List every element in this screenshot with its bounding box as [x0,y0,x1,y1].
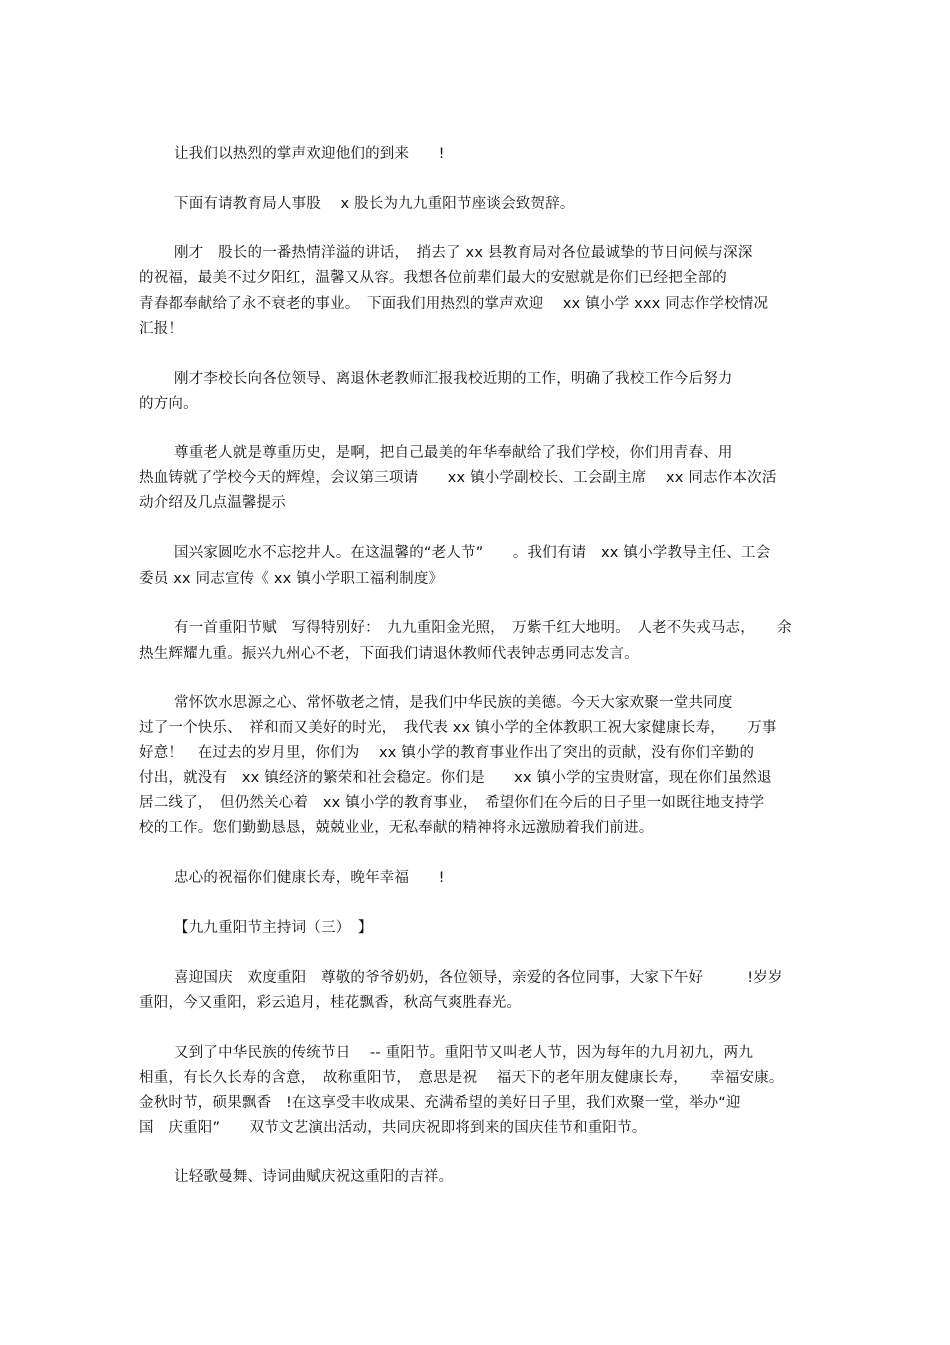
text-line: 好意！ 在过去的岁月里，你们为 xx 镇小学的教育事业作出了突出的贡献，没有你们辛勤的 [139,745,755,761]
text-line: 又到了中华民族的传统节日 -- 重阳节。重阳节又叫老人节，因为每年的九月初九，两九 [174,1045,754,1061]
text-line: 有一首重阳节赋 写得特别好： 九九重阳金光照， 万紫千红大地明。 人老不失戎马志， 余 [174,620,792,636]
text-line: 青春都奉献给了永不衰老的事业。 下面我们用热烈的掌声欢迎 xx 镇小学 xxx 同志作学校情况 [139,296,769,312]
text-line: 喜迎国庆 欢度重阳 尊敬的爷爷奶奶，各位领导，亲爱的各位同事，大家下午好 !岁岁 [174,970,783,986]
text-line: 热血铸就了学校今天的辉煌，会议第三项请 xx 镇小学副校长、工会副主席 xx 同志作本次活 [139,470,777,486]
text-line: 过了一个快乐、 祥和而又美好的时光， 我代表 xx 镇小学的全体教职工祝大家健康长寿， 万事 [139,720,777,736]
text-line: 国兴家圆吃水不忘挖井人。在这温馨的“老人节” 。我们有请 xx 镇小学教导主任、工会 [174,545,771,561]
text-line: 汇报！ [139,321,184,337]
text-line: 相重，有长久长寿的含意， 故称重阳节， 意思是祝 福天下的老年朋友健康长寿， 幸福安康。 [139,1070,784,1086]
text-line: 常怀饮水思源之心、常怀敬老之情，是我们中华民族的美德。今天大家欢聚一堂共同度 [174,695,733,711]
text-line: 委员 xx 同志宣传《 xx 镇小学职工福利制度》 [139,571,444,587]
text-line: 动介绍及几点温馨提示 [139,495,286,511]
text-line: 校的工作。您们勤勤恳恳，兢兢业业，无私奉献的精神将永远激励着我们前进。 [139,820,654,836]
text-line: 下面有请教育局人事股 x 股长为九九重阳节座谈会致贺辞。 [174,196,575,212]
text-line: 的祝福，最美不过夕阳红，温馨又从容。我想各位前辈们最大的安慰就是你们已经把全部的 [139,270,727,286]
text-line: 国 庆重阳” 双节文艺演出活动，共同庆祝即将到来的国庆佳节和重阳节。 [139,1120,647,1136]
text-line: 让轻歌曼舞、诗词曲赋庆祝这重阳的吉祥。 [174,1169,454,1185]
text-line: 付出，就没有 xx 镇经济的繁荣和社会稳定。你们是 xx 镇小学的宝贵财富，现在你们虽然退 [139,770,772,786]
text-line: 热生辉耀九重。振兴九州心不老，下面我们请退休教师代表钟志勇同志发言。 [139,646,639,662]
section-heading: 【九九重阳节主持词（三） 】 [174,920,373,936]
text-line: 忠心的祝福你们健康长寿，晚年幸福 ! [174,870,445,886]
text-line: 刚才 股长的一番热情洋溢的讲话， 捎去了 xx 县教育局对各位最诚挚的节日问候与深深 [174,245,753,261]
text-line: 刚才李校长向各位领导、离退休老教师汇报我校近期的工作，明确了我校工作今后努力 [174,371,733,387]
text-line: 金秋时节，硕果飘香 !在这享受丰收成果、充满希望的美好日子里，我们欢聚一堂，举办“迎 [139,1095,741,1111]
text-line: 的方向。 [139,396,198,412]
text-line: 重阳，今又重阳，彩云追月，桂花飘香，秋高气爽胜春光。 [139,995,522,1011]
text-line: 尊重老人就是尊重历史，是啊，把自己最美的年华奉献给了我们学校，你们用青春、用 [174,445,733,461]
text-line: 让我们以热烈的掌声欢迎他们的到来 ! [174,146,445,162]
text-line: 居二线了， 但仍然关心着 xx 镇小学的教育事业， 希望你们在今后的日子里一如既往地支持学 [139,795,765,811]
